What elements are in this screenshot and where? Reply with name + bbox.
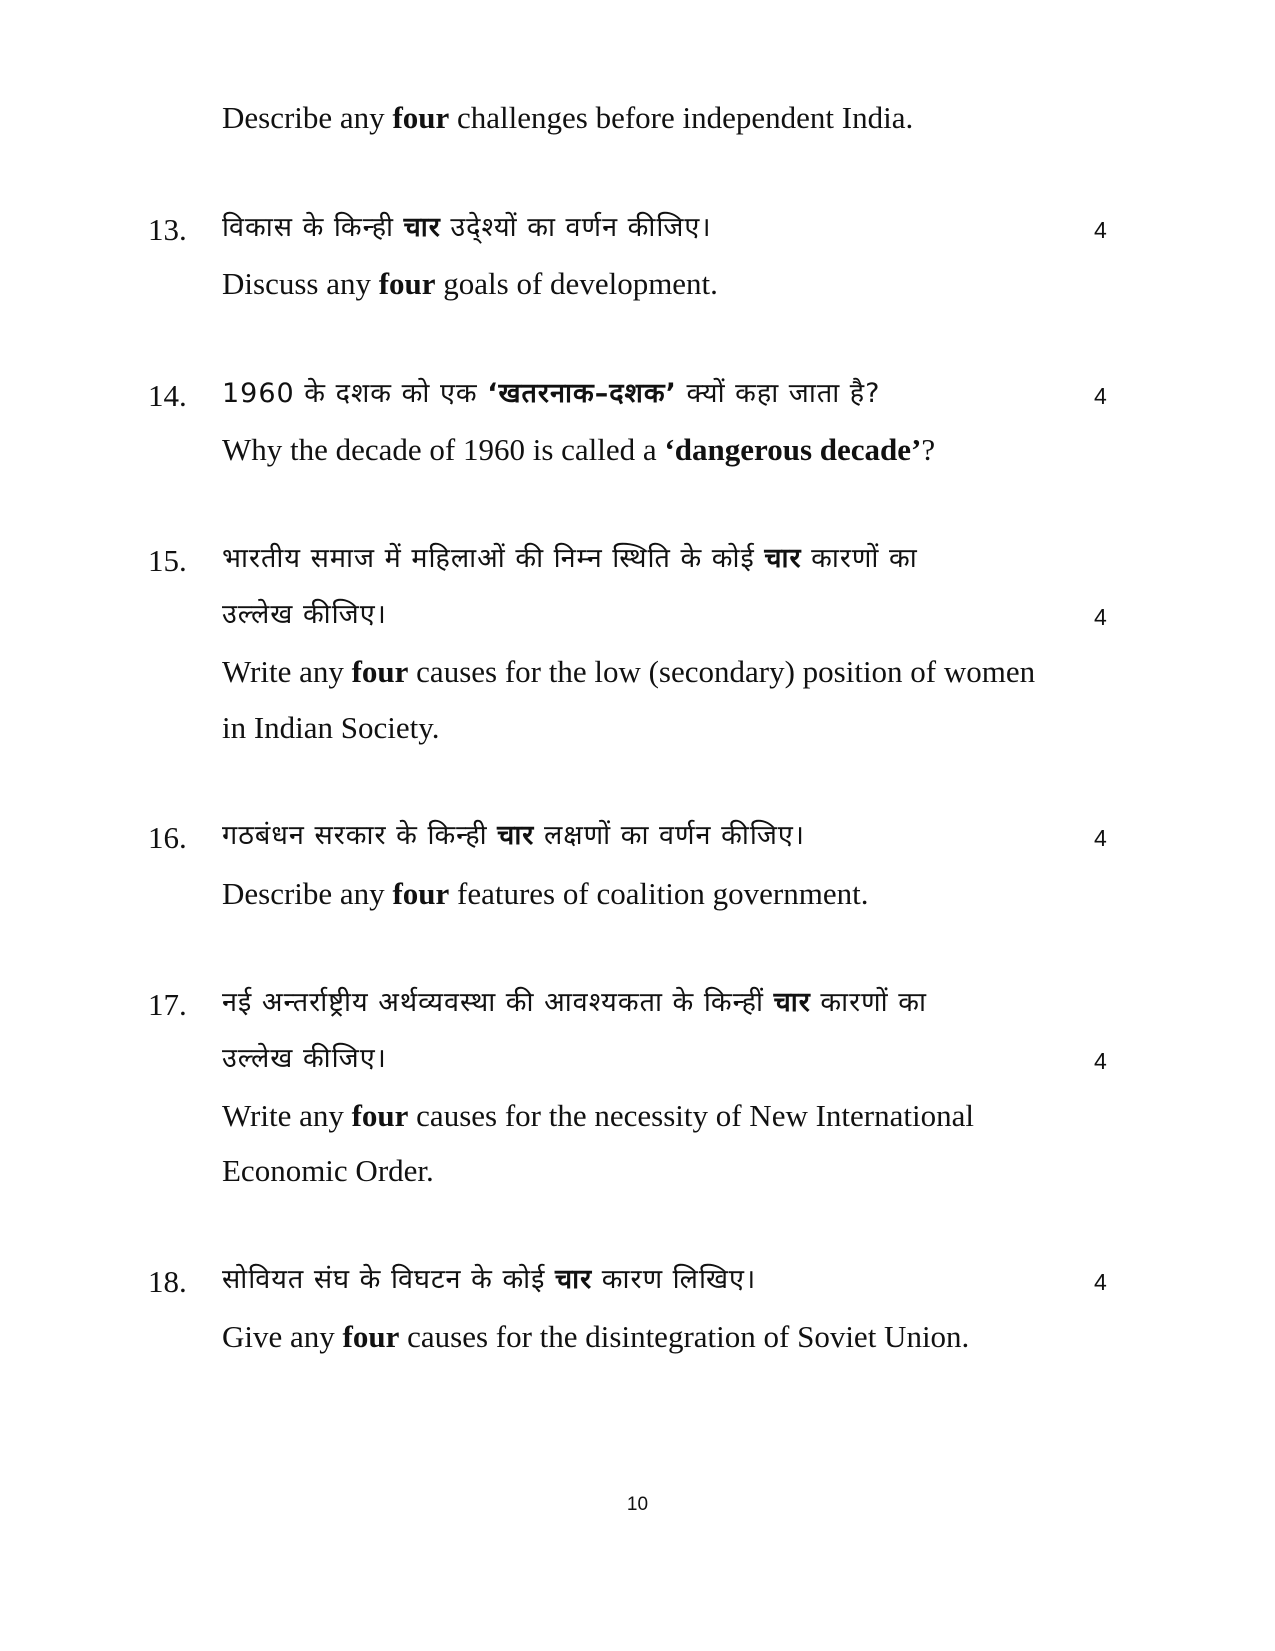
q13-number: 13. <box>148 212 187 247</box>
q15-hindi-line2: उल्लेख कीजिए। <box>222 599 387 630</box>
q13-english-text: Discuss any four goals of development. <box>222 266 718 301</box>
q15-marks: 4 <box>1094 604 1107 630</box>
q14-english-text: Why the decade of 1960 is called a ‘dangerous decade’? <box>222 432 936 467</box>
q14-hindi-text: 1960 के दशक को एक ‘खतरनाक–दशक’ क्यों कहा जाता है? <box>222 378 881 409</box>
q14-number: 14. <box>148 378 187 413</box>
q13-hindi-text: विकास के किन्ही चार उदे्श्यों का वर्णन कीजिए। <box>222 212 712 243</box>
q17-marks: 4 <box>1094 1048 1107 1074</box>
q15-number: 15. <box>148 543 187 578</box>
q16-marks: 4 <box>1094 825 1107 851</box>
q15-hindi-line1: भारतीय समाज में महिलाओं की निम्न स्थिति के कोई चार कारणों का <box>222 543 918 574</box>
q17-hindi-line2: उल्लेख कीजिए। <box>222 1043 387 1074</box>
q17-english-line1: Write any four causes for the necessity of New International <box>222 1098 974 1133</box>
q16-hindi-text: गठबंधन सरकार के किन्ही चार लक्षणों का वर्णन कीजिए। <box>222 820 806 851</box>
q18-marks: 4 <box>1094 1269 1107 1295</box>
q17-english-line2: Economic Order. <box>222 1153 434 1188</box>
q18-english-text: Give any four causes for the disintegration of Soviet Union. <box>222 1319 970 1354</box>
q12-english-text: Describe any four challenges before independent India. <box>222 100 914 135</box>
q13-marks: 4 <box>1094 217 1107 243</box>
q17-number: 17. <box>148 987 187 1022</box>
page-number: 10 <box>626 1494 649 1515</box>
q15-english-line1: Write any four causes for the low (secondary) position of women <box>222 654 1036 689</box>
q18-number: 18. <box>148 1264 187 1299</box>
q15-english-line2: in Indian Society. <box>222 710 440 745</box>
q17-hindi-line1: नई अन्तर्राष्ट्रीय अर्थव्यवस्था की आवश्यकता के किन्हीं चार कारणों का <box>222 987 927 1018</box>
q14-marks: 4 <box>1094 383 1107 409</box>
q16-number: 16. <box>148 820 187 855</box>
q18-hindi-text: सोवियत संघ के विघटन के कोई चार कारण लिखिए। <box>222 1264 757 1295</box>
q16-english-text: Describe any four features of coalition government. <box>222 876 869 911</box>
